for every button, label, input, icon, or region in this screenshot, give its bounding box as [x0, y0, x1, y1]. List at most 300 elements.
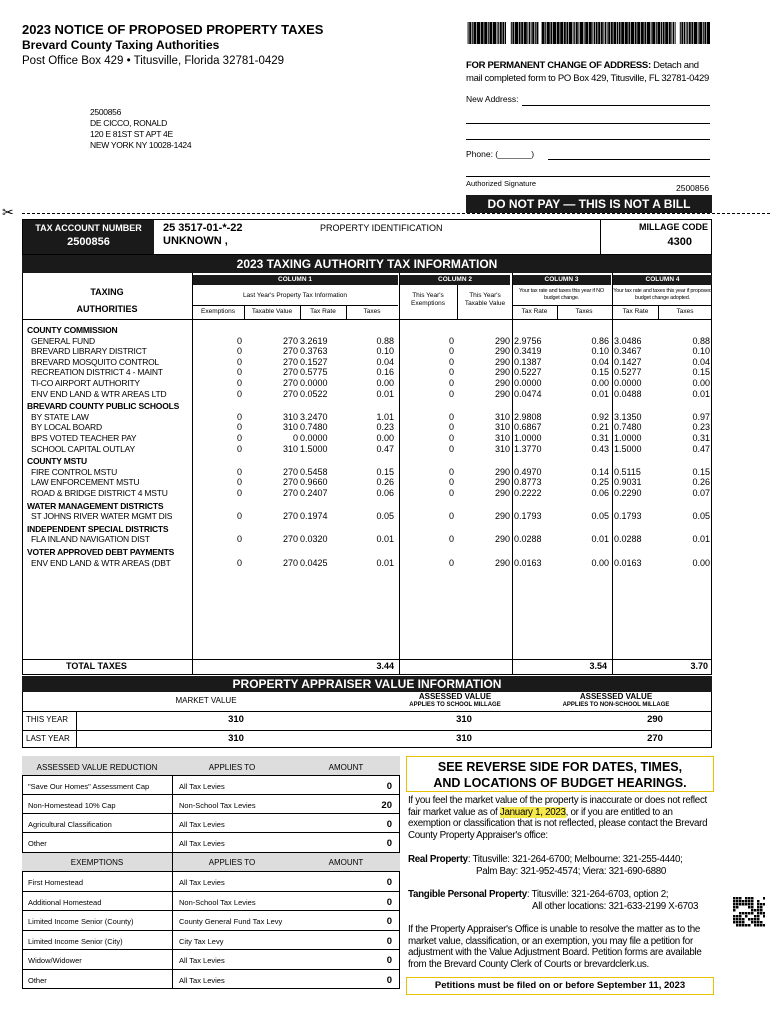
barcode-cell: [748, 912, 751, 915]
taxing-authorities-header: [22, 284, 192, 318]
barcode-bar: [511, 22, 512, 44]
h-rate-1: Tax Rate: [310, 308, 336, 315]
barcode-cell: [757, 912, 760, 915]
tax-cell-c1r: 0.7480: [300, 422, 328, 433]
tax-row-name: ROAD & BRIDGE DISTRICT 4 MSTU: [31, 488, 168, 498]
barcode-cell: [739, 915, 742, 918]
barcode-bar: [497, 22, 498, 44]
new-address-line-3[interactable]: [466, 139, 710, 140]
tax-cell-c3t: 0.21: [591, 422, 609, 433]
school-this-year: 310: [456, 714, 472, 725]
column-2-exemptions-header: This Year's Exemptions: [411, 292, 445, 307]
barcode-cell: [736, 900, 739, 903]
column-2-header: COLUMN 2: [400, 275, 510, 285]
column-2-taxable-header: This Year's Taxable Value: [464, 292, 506, 307]
exemptions-row: [22, 911, 400, 931]
tax-cell-c4r: 0.5115: [614, 466, 641, 477]
barcode-bar: [641, 22, 644, 44]
exemptions-row-name: Widow/Widower: [28, 956, 82, 965]
tax-row: [0, 336, 770, 347]
tax-cell-c3r: 2.9756: [514, 335, 542, 346]
tax-cell-c1t: 0.00: [376, 433, 394, 443]
tax-cell-c1r: 1.5000: [300, 443, 328, 454]
new-address-line-2[interactable]: [466, 123, 710, 124]
tax-cell-c1r: 0.2407: [300, 488, 328, 498]
tax-cell-c1r: 0.5458: [300, 466, 328, 477]
tax-cell-c1e: 0: [236, 367, 242, 378]
barcode-bar: [473, 22, 476, 44]
barcode-bar: [669, 22, 671, 44]
barcode-cell: [733, 918, 736, 921]
tax-cell-c2v: 310: [494, 422, 510, 433]
tax-account-box: [23, 220, 154, 254]
tax-cell-c3r: 0.1793: [514, 511, 542, 522]
barcode-bar: [484, 22, 487, 44]
market-this-year: 310: [228, 714, 244, 725]
barcode-cell: [751, 906, 754, 909]
h-taxes-1: Taxes: [363, 308, 381, 315]
tax-cell-c2e: 0: [448, 346, 454, 357]
tax-cell-c4r: 0.0163: [614, 557, 642, 568]
tax-row: [0, 422, 770, 433]
tax-cell-c1v: 270: [282, 534, 298, 545]
tax-cell-c4t: 0.01: [692, 534, 710, 545]
tax-cell-c2e: 0: [448, 477, 454, 488]
tax-cell-c2e: 0: [448, 422, 454, 433]
barcode-cell: [736, 903, 739, 906]
tax-cell-c2e: 0: [448, 466, 454, 477]
barcode-bar: [681, 22, 683, 44]
barcode-bar: [694, 22, 697, 44]
barcode-bar: [657, 22, 660, 44]
barcode-bar: [573, 22, 574, 44]
barcode-bar: [519, 22, 521, 44]
tax-cell-c4r: 0.3467: [614, 346, 642, 357]
signature-label: Authorized Signature: [466, 179, 537, 188]
tax-cell-c1r: 0.0000: [300, 433, 328, 443]
reductions-h1: ASSESSED VALUE REDUCTION: [36, 763, 158, 772]
exemptions-row-amount: 0: [386, 935, 392, 947]
barcode-bar: [613, 22, 616, 44]
tax-cell-c4t: 0.07: [692, 488, 710, 498]
exemptions-row: [22, 872, 400, 892]
assessed-school-label: ASSESSED VALUE: [418, 692, 492, 701]
barcode-bar: [631, 22, 634, 44]
exemptions-row-amount: 0: [386, 877, 392, 888]
tax-cell-c1r: 0.0320: [300, 534, 328, 545]
tax-cell-c2e: 0: [448, 534, 454, 545]
barcode-cell: [742, 912, 745, 915]
tax-cell-c3t: 0.01: [591, 534, 609, 545]
column-3-subheader: Your tax rate and taxes this year if NO budget change.: [519, 288, 604, 301]
barcode-cell: [742, 903, 745, 906]
barcode-cell: [760, 912, 763, 915]
barcode-bar: [578, 22, 579, 44]
tax-cell-c2v: 290: [494, 367, 510, 378]
barcode-bar: [560, 22, 563, 44]
barcode-cell: [745, 897, 748, 900]
tax-cell-c4t: 0.88: [692, 335, 710, 346]
para1-date: January 1, 2023: [499, 806, 566, 818]
tax-cell-c1e: 0: [236, 477, 242, 488]
barcode-bar: [502, 22, 504, 44]
tax-account-number: 2500856: [67, 236, 110, 248]
reductions-row-amount: 20: [381, 800, 392, 811]
tax-cell-c1t: 0.01: [376, 388, 394, 399]
barcode-bar: [647, 22, 650, 44]
tax-cell-c1t: 0.26: [376, 477, 394, 488]
tax-cell-c1v: 270: [282, 378, 298, 388]
tax-cell-c1t: 0.04: [376, 356, 394, 367]
barcode-cell: [736, 924, 739, 927]
column-3-header: COLUMN 3: [512, 275, 611, 285]
tax-cell-c1t: 1.01: [376, 411, 394, 422]
tax-cell-c4r: 0.1793: [614, 511, 642, 522]
owner-line-2: DE CICCO, RONALD: [90, 118, 167, 128]
tax-cell-c1e: 0: [236, 422, 242, 433]
tax-cell-c2v: 290: [494, 346, 510, 357]
tax-cell-c2e: 0: [448, 378, 454, 388]
exemptions-row: [22, 970, 400, 990]
barcode-cell: [757, 921, 760, 924]
tax-group-heading: BREVARD COUNTY PUBLIC SCHOOLS: [27, 401, 180, 412]
exemptions-h1: EXEMPTIONS: [70, 858, 124, 867]
tax-cell-c2v: 310: [494, 433, 510, 443]
barcode-cell: [736, 897, 739, 900]
tax-cell-c3r: 1.3770: [514, 443, 542, 454]
tax-group-heading: COUNTY COMMISSION: [27, 325, 118, 335]
tax-cell-c3t: 0.14: [591, 466, 609, 477]
barcode-cell: [745, 903, 748, 906]
para1-end: , or if you are entitled to an exemption or classification that is not reflected, please contact the Brevard County Property Appraiser's office:: [408, 806, 708, 841]
barcode-cell: [763, 903, 765, 906]
tax-cell-c1t: 0.16: [376, 367, 394, 378]
exemptions-row-amount: 0: [386, 955, 392, 966]
barcode-cell: [763, 897, 765, 900]
reductions-row: [22, 814, 400, 833]
tax-cell-c1r: 0.3763: [300, 346, 328, 357]
tax-cell-c2v: 290: [494, 356, 510, 367]
tax-cell-c2v: 290: [494, 534, 510, 545]
tax-cell-c4r: 0.9031: [614, 477, 642, 488]
barcode-bar: [532, 22, 534, 44]
tax-cell-c1v: 0: [292, 433, 298, 443]
barcode-cell: [754, 921, 757, 924]
barcode-cell: [748, 906, 751, 909]
tax-row-name: BREVARD LIBRARY DISTRICT: [31, 346, 147, 357]
para1-start: If you feel the market value of the property is inaccurate or does not reflect fair market value as of: [408, 795, 707, 818]
tax-cell-c1v: 270: [282, 388, 298, 399]
tax-cell-c3t: 0.00: [591, 557, 609, 568]
barcode-cell: [760, 906, 763, 909]
tax-cell-c3r: 0.0000: [514, 378, 542, 388]
barcode-bar: [481, 22, 484, 44]
tax-cell-c2v: 310: [494, 443, 510, 454]
exemptions-row-name: Additional Homestead: [28, 897, 102, 907]
barcode-bar: [564, 22, 566, 44]
reductions-h2: APPLIES TO: [208, 763, 256, 772]
tax-cell-c2v: 290: [494, 477, 510, 488]
barcode-cell: [760, 909, 763, 912]
barcode-bar: [524, 22, 527, 44]
barcode-bar: [493, 22, 496, 44]
total-column-4: 3.70: [690, 661, 708, 671]
tax-cell-c4r: 0.2290: [614, 488, 642, 498]
barcode-cell: [742, 921, 745, 924]
tax-cell-c4t: 0.47: [692, 443, 710, 454]
exemptions-row-applies: City Tax Levy: [179, 936, 224, 946]
parcel-info: [163, 222, 243, 248]
tax-cell-c3r: 0.2222: [514, 488, 542, 498]
tax-cell-c2v: 290: [494, 488, 510, 498]
tax-cell-c1v: 270: [282, 477, 298, 488]
reductions-row-name: Other: [28, 839, 47, 848]
real-property-text-1: : Titusville: 321-264-6700; Melbourne: 321-255-4440;: [467, 854, 683, 865]
tax-cell-c2e: 0: [448, 411, 454, 422]
barcode-cell: [754, 915, 757, 918]
tax-cell-c4r: 0.1427: [614, 356, 642, 367]
barcode-bar: [635, 22, 637, 44]
notice-subtitle: Brevard County Taxing Authorities: [22, 38, 220, 52]
barcode-cell: [742, 900, 745, 903]
tax-cell-c3t: 0.86: [591, 335, 609, 346]
tax-row-name: BPS VOTED TEACHER PAY: [31, 433, 137, 443]
tax-row: [0, 346, 770, 357]
tax-cell-c1t: 0.06: [376, 488, 394, 498]
tax-row: [0, 433, 770, 444]
barcode-cell: [751, 918, 754, 921]
barcode-bar: [542, 22, 545, 44]
barcode-bar: [637, 22, 640, 44]
tax-cell-c4t: 0.26: [692, 477, 710, 488]
barcode-bar: [704, 22, 706, 44]
tax-row-name: GENERAL FUND: [31, 335, 95, 346]
barcode-cell: [745, 924, 748, 927]
tax-row-name: FIRE CONTROL MSTU: [31, 466, 118, 477]
barcode-cell: [757, 900, 760, 903]
barcode-bar: [505, 22, 506, 44]
tax-cell-c4t: 0.04: [692, 356, 710, 367]
market-value-paragraph: [408, 795, 714, 841]
exemptions-row-name: Other: [28, 975, 47, 985]
tax-cell-c2e: 0: [448, 356, 454, 367]
tax-row-name: BY LOCAL BOARD: [31, 422, 102, 433]
barcode-cell: [757, 918, 760, 921]
total-column-1: 3.44: [376, 661, 394, 671]
barcode-bar: [619, 22, 621, 44]
barcode-bar: [698, 22, 699, 44]
barcode-bar: [547, 22, 550, 44]
barcode-bar: [699, 22, 702, 44]
barcode-bar: [529, 22, 530, 44]
barcode-bar: [594, 22, 595, 44]
tax-cell-c1v: 270: [282, 511, 298, 522]
tax-cell-c1r: 0.5775: [300, 367, 328, 378]
barcode-bar: [621, 22, 624, 44]
tax-cell-c1e: 0: [236, 443, 242, 454]
barcode-cell: [733, 921, 736, 924]
barcode-cell: [757, 903, 760, 906]
barcode-cell: [736, 918, 739, 921]
barcode-cell: [739, 918, 742, 921]
barcode-bar: [531, 22, 532, 44]
hearings-heading-1: SEE REVERSE SIDE FOR DATES, TIMES,: [437, 760, 683, 774]
barcode-bar: [585, 22, 588, 44]
exemptions-row-applies: All Tax Levies: [179, 975, 225, 985]
exemptions-row-amount: 0: [386, 916, 392, 927]
reductions-row-applies: All Tax Levies: [179, 839, 225, 848]
vab-paragraph: If the Property Appraiser's Office is unable to resolve the matter as to the market value, classification, or an exemption, you may file a petition for adjustment with the Value Adjustment Board. Petition forms are available from the Brevard County Clerk of Courts or brevardclerk.us.: [408, 924, 702, 970]
h-taxes-3: Taxes: [575, 308, 593, 315]
exemptions-row-applies: County General Fund Tax Levy: [179, 917, 283, 926]
tax-cell-c1v: 270: [282, 346, 298, 357]
assessed-nonschool-header: [520, 693, 712, 709]
barcode-bar: [608, 22, 610, 44]
tax-cell-c1r: 0.0522: [300, 388, 328, 399]
tax-cell-c1t: 0.15: [376, 466, 394, 477]
tax-cell-c1e: 0: [236, 433, 242, 443]
address-change-text2: mail completed form to PO Box 429, Titusville, FL 32781-0429: [466, 72, 710, 84]
this-year-label: THIS YEAR: [26, 715, 69, 724]
hearings-heading-2: AND LOCATIONS OF BUDGET HEARINGS.: [433, 776, 687, 790]
barcode-cell: [760, 924, 763, 927]
column-4-subheader: Your tax rate and taxes this year if proposed budget change adopted.: [613, 288, 712, 301]
reductions-row-amount: 0: [386, 838, 392, 849]
barcode-cell: [739, 903, 742, 906]
tax-cell-c1r: 0.0425: [300, 557, 328, 568]
millage-code: 4300: [667, 236, 692, 248]
tax-group-heading: VOTER APPROVED DEBT PAYMENTS: [27, 547, 175, 557]
h-exemptions-1: Exemptions: [201, 308, 235, 315]
tangible-property-text-1: : Titusville: 321-264-6703, option 2;: [526, 889, 669, 900]
cut-line: [22, 213, 770, 214]
barcode-bar: [656, 22, 657, 44]
tax-cell-c4r: 0.0488: [614, 388, 642, 399]
assessed-nonschool-label: ASSESSED VALUE: [579, 692, 653, 701]
reductions-row: [22, 776, 400, 795]
tax-cell-c3t: 0.06: [591, 488, 609, 498]
barcode-bar: [468, 22, 469, 44]
tax-cell-c4r: 3.0486: [614, 335, 642, 346]
tax-cell-c1r: 3.2619: [300, 335, 328, 346]
barcode-bar: [545, 22, 546, 44]
tax-cell-c3r: 0.4970: [514, 466, 542, 477]
barcode-bar: [472, 22, 473, 44]
barcode-cell: [739, 924, 742, 927]
2d-barcode: [733, 897, 765, 927]
millage-label: MILLAGE CODE: [639, 222, 708, 232]
real-property-contacts: [408, 854, 714, 877]
phone-label: Phone: (_______): [466, 149, 535, 159]
tax-cell-c1e: 0: [236, 335, 242, 346]
barcode-cell: [748, 918, 751, 921]
h-rate-4: Tax Rate: [622, 308, 649, 315]
new-address-label: New Address:: [466, 94, 519, 104]
barcode-cell: [733, 903, 736, 906]
parcel-id: 25 3517-01-*-22: [163, 222, 243, 234]
tax-cell-c3r: 0.0474: [514, 388, 542, 399]
reductions-row-applies: Non-School Tax Levies: [179, 801, 256, 810]
tax-group-heading: WATER MANAGEMENT DISTRICTS: [27, 500, 164, 511]
barcode-bar: [550, 22, 552, 44]
exemptions-h2: APPLIES TO: [208, 858, 256, 867]
barcode-bar: [617, 22, 618, 44]
tax-cell-c3r: 0.3419: [514, 346, 542, 357]
tax-row: [0, 378, 770, 389]
tax-cell-c1r: 0.0000: [300, 378, 328, 388]
nonschool-last-year: 270: [647, 733, 663, 744]
tax-cell-c4r: 0.5277: [614, 367, 642, 378]
h-taxable-1: Taxable Value: [251, 308, 293, 315]
barcode-cell: [754, 909, 757, 912]
tax-row-name: TI-CO AIRPORT AUTHORITY: [31, 378, 140, 388]
exemptions-row-amount: 0: [386, 896, 392, 908]
barcode-bar: [703, 22, 704, 44]
tax-cell-c1v: 270: [282, 466, 298, 477]
tax-cell-c4r: 0.0288: [614, 534, 642, 545]
barcode-bar: [536, 22, 538, 44]
reductions-row-name: "Save Our Homes" Assessment Cap: [28, 782, 150, 791]
do-not-pay-banner: DO NOT PAY — THIS IS NOT A BILL: [466, 195, 712, 213]
last-year-label: LAST YEAR: [26, 734, 70, 743]
tax-row: [0, 357, 770, 368]
tax-group-heading: COUNTY MSTU: [27, 456, 87, 467]
petition-deadline: Petitions must be filed on or before September 11, 2023: [406, 977, 714, 995]
tax-cell-c2e: 0: [448, 367, 454, 378]
exemptions-row-name: Limited Income Senior (City): [28, 936, 123, 946]
phone-field[interactable]: [548, 159, 710, 160]
tax-row: [0, 477, 770, 488]
barcode-cell: [739, 912, 742, 915]
barcode-bar: [598, 22, 600, 44]
tax-cell-c1e: 0: [236, 488, 242, 498]
reductions-row-name: Agricultural Classification: [28, 820, 112, 829]
reductions-row-amount: 0: [386, 781, 392, 792]
barcode-bar: [527, 22, 528, 44]
tax-row: [0, 367, 770, 378]
tax-cell-c4t: 0.97: [692, 411, 710, 422]
tax-row-name: ENV END LAND & WTR AREAS LTD: [31, 388, 167, 399]
address-change-text1: Detach and: [653, 60, 699, 71]
barcode-bar: [500, 22, 502, 44]
tax-cell-c4r: 3.1350: [614, 411, 642, 422]
total-column-3: 3.54: [589, 661, 607, 671]
barcode-cell: [754, 918, 757, 921]
tax-cell-c1e: 0: [236, 378, 242, 388]
barcode-bar: [684, 22, 685, 44]
signature-line[interactable]: [466, 176, 710, 177]
barcode-cell: [733, 900, 736, 903]
barcode-bar: [601, 22, 603, 44]
barcode-cell: [736, 906, 739, 909]
tax-cell-c4t: 0.10: [692, 346, 710, 357]
tax-cell-c1v: 270: [282, 488, 298, 498]
exemptions-h3: AMOUNT: [328, 858, 364, 867]
barcode-bar: [489, 22, 492, 44]
barcode-cell: [757, 915, 760, 918]
h-taxes-4: Taxes: [676, 308, 694, 315]
tax-row: [0, 511, 770, 522]
tax-cell-c3t: 0.04: [591, 356, 609, 367]
tax-cell-c1e: 0: [236, 557, 242, 568]
tax-cell-c3t: 0.92: [591, 411, 609, 422]
tax-cell-c2v: 290: [494, 335, 510, 346]
barcode-bar: [707, 22, 710, 44]
market-last-year: 310: [228, 733, 244, 744]
barcode-cell: [739, 900, 742, 903]
barcode-bar: [584, 22, 585, 44]
tax-cell-c4r: 1.0000: [614, 433, 642, 443]
